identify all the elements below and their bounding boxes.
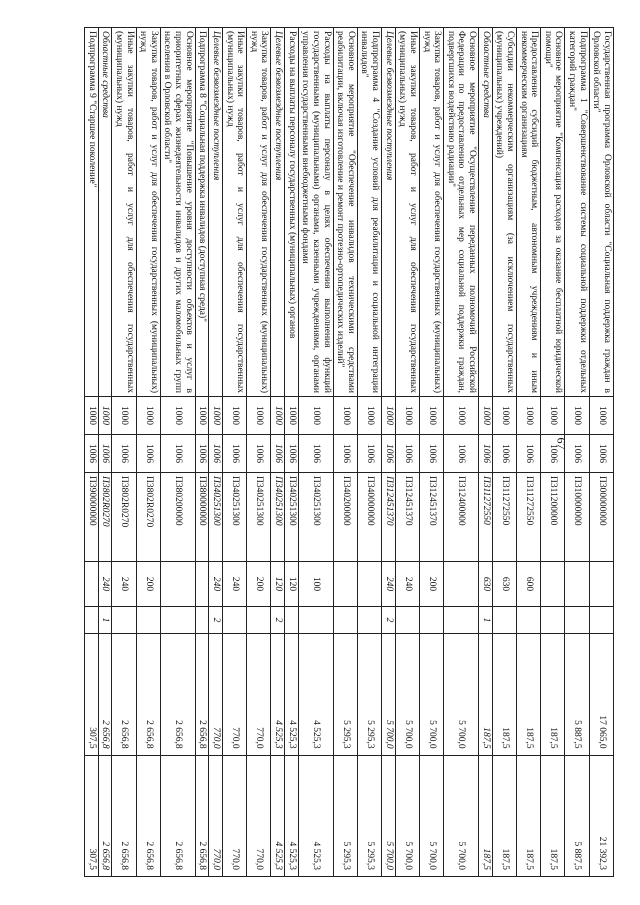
expense-type (541, 562, 565, 606)
subsection-code: 1006 (479, 435, 493, 473)
amount-1: 5 295,3 (357, 634, 381, 755)
table-row (420, 28, 444, 877)
section-code: 1000 (589, 396, 613, 434)
amount-2: 5 295,3 (357, 755, 381, 876)
row-name: Иные закупки товаров, работ и услуг для обеспечения государственных (муниципальных) нужд (223, 28, 247, 397)
row-name: Целевые безвозмездные поступления (209, 28, 223, 397)
subsection-code: 1006 (160, 435, 195, 473)
amount-1: 2 656,8 (112, 634, 136, 755)
amount-1: 4 525,3 (298, 634, 333, 755)
amount-2: 770,0 (247, 755, 271, 876)
table-row (565, 28, 589, 877)
row-name: Расходы на выплаты персоналу в целях обеспечения выполнения функций государственными (муниципальными) органами, казенными учреждениями, органами управления государственными внебюджетными фондами (298, 28, 333, 397)
target-article: П3802R0270 (98, 473, 112, 562)
row-name: Подпрограмма 4 "Создание условий для реабилитации и социальной интеграции инвалидов" (357, 28, 381, 397)
target-article: П380200000 (160, 473, 195, 562)
section-code: 1000 (395, 396, 419, 434)
expense-type (85, 562, 99, 606)
funding-source (357, 606, 381, 634)
row-name: Основное мероприятие "Осуществление переданных полномочий Российской Федерации по предоставлению отдельных мер социальной поддержки граждан, подвергшихся воздействию радиации" (444, 28, 479, 397)
subsection-code: 1006 (565, 435, 589, 473)
amount-1: 5 700,0 (420, 634, 444, 755)
subsection-code: 1006 (382, 435, 396, 473)
amount-2: 2 656,8 (160, 755, 195, 876)
section-code: 1000 (420, 396, 444, 434)
row-name: Целевые безвозмездные поступления (271, 28, 285, 397)
section-code: 1000 (517, 396, 541, 434)
target-article: П3802R0270 (112, 473, 136, 562)
table-row (298, 28, 333, 877)
table-row (160, 28, 195, 877)
amount-1: 187,5 (492, 634, 516, 755)
amount-1: 2 656,8 (195, 634, 209, 755)
amount-1: 770,0 (209, 634, 223, 755)
amount-2: 307,5 (85, 755, 99, 876)
expense-type (357, 562, 381, 606)
target-article: П311272550 (492, 473, 516, 562)
table-row (195, 28, 209, 877)
amount-2: 5 700,0 (382, 755, 396, 876)
amount-2: 5 887,5 (565, 755, 589, 876)
table-row (285, 28, 299, 877)
table-row (357, 28, 381, 877)
expense-type: 600 (517, 562, 541, 606)
expense-type (333, 562, 357, 606)
target-article: П312451370 (420, 473, 444, 562)
row-name: Областные средства (479, 28, 493, 397)
subsection-code: 1006 (112, 435, 136, 473)
row-name: Закупка товаров, работ и услуг для обеспечения государственных (муниципальных) нужд (420, 28, 444, 397)
amount-2: 5 700,0 (444, 755, 479, 876)
funding-source (112, 606, 136, 634)
funding-source: 2 (271, 606, 285, 634)
amount-1: 307,5 (85, 634, 99, 755)
section-code: 1000 (541, 396, 565, 434)
table-row (492, 28, 516, 877)
amount-2: 187,5 (541, 755, 565, 876)
subsection-code: 1006 (420, 435, 444, 473)
subsection-code: 1006 (357, 435, 381, 473)
amount-2: 21 392,3 (589, 755, 613, 876)
subsection-code: 1006 (285, 435, 299, 473)
rotated-page (58, 27, 614, 877)
amount-2: 4 525,3 (298, 755, 333, 876)
target-article: П311272550 (517, 473, 541, 562)
funding-source (395, 606, 419, 634)
expense-type: 240 (112, 562, 136, 606)
amount-2: 187,5 (492, 755, 516, 876)
section-code: 1000 (247, 396, 271, 434)
amount-1: 2 656,8 (160, 634, 195, 755)
subsection-code: 1006 (247, 435, 271, 473)
row-name: Расходы на выплаты персоналу государственных (муниципальных) органов (285, 28, 299, 397)
table-row (85, 28, 99, 877)
funding-source (420, 606, 444, 634)
funding-source (565, 606, 589, 634)
amount-2: 4 525,3 (271, 755, 285, 876)
section-code: 1000 (479, 396, 493, 434)
expense-type: 200 (247, 562, 271, 606)
amount-2: 2 656,8 (98, 755, 112, 876)
row-name: Подпрограмма 9 "Старшее поколение" (85, 28, 99, 397)
row-name: Иные закупки товаров, работ и услуг для обеспечения государственных (муниципальных) нужд (395, 28, 419, 397)
amount-2: 187,5 (479, 755, 493, 876)
subsection-code: 1006 (85, 435, 99, 473)
subsection-code: 1006 (444, 435, 479, 473)
section-code: 1000 (271, 396, 285, 434)
funding-source: 1 (98, 606, 112, 634)
funding-source (298, 606, 333, 634)
expense-type: 630 (492, 562, 516, 606)
amount-1: 187,5 (541, 634, 565, 755)
funding-source: 2 (209, 606, 223, 634)
expense-type: 240 (98, 562, 112, 606)
section-code: 1000 (382, 396, 396, 434)
amount-2: 2 656,8 (112, 755, 136, 876)
section-code: 1000 (195, 396, 209, 434)
target-article: П340251300 (247, 473, 271, 562)
target-article: П380000000 (195, 473, 209, 562)
subsection-code: 1006 (541, 435, 565, 473)
table-row (517, 28, 541, 877)
table-row (541, 28, 565, 877)
funding-source (285, 606, 299, 634)
amount-1: 187,5 (479, 634, 493, 755)
amount-2: 4 525,3 (285, 755, 299, 876)
target-article: П312451370 (395, 473, 419, 562)
funding-source (223, 606, 247, 634)
funding-source (160, 606, 195, 634)
funding-source (247, 606, 271, 634)
amount-1: 5 295,3 (333, 634, 357, 755)
row-name: Подпрограмма 8 "Социальная поддержка инвалидов (доступная среда)" (195, 28, 209, 397)
target-article: П310000000 (565, 473, 589, 562)
funding-source: 1 (479, 606, 493, 634)
funding-source (195, 606, 209, 634)
row-name: Закупка товаров, работ и услуг для обеспечения государственных (муниципальных) нужд (247, 28, 271, 397)
expense-type: 120 (285, 562, 299, 606)
page-number: 67 (554, 437, 569, 450)
subsection-code: 1006 (223, 435, 247, 473)
amount-1: 770,0 (223, 634, 247, 755)
amount-2: 2 656,8 (136, 755, 160, 876)
funding-source: 2 (382, 606, 396, 634)
amount-1: 4 525,3 (271, 634, 285, 755)
subsection-code: 1006 (136, 435, 160, 473)
expense-type: 240 (395, 562, 419, 606)
target-article: П340251300 (298, 473, 333, 562)
target-article: П340200000 (333, 473, 357, 562)
table-row (223, 28, 247, 877)
amount-1: 5 887,5 (565, 634, 589, 755)
amount-1: 2 656,8 (136, 634, 160, 755)
table-row (333, 28, 357, 877)
row-name: Государственная программа Орловской области "Социальная поддержка граждан в Орловской области" (589, 28, 613, 397)
subsection-code: 1006 (333, 435, 357, 473)
amount-2: 2 656,8 (195, 755, 209, 876)
amount-1: 5 700,0 (395, 634, 419, 755)
row-name: Иные закупки товаров, работ и услуг для обеспечения государственных (муниципальных) нужд (112, 28, 136, 397)
target-article: П300000000 (589, 473, 613, 562)
amount-2: 187,5 (517, 755, 541, 876)
expense-type: 200 (420, 562, 444, 606)
row-name: Субсидии некоммерческим организациям (за исключением государственных (муниципальных) учреждений) (492, 28, 516, 397)
subsection-code: 1006 (271, 435, 285, 473)
section-code: 1000 (492, 396, 516, 434)
expense-type (565, 562, 589, 606)
expense-type: 240 (223, 562, 247, 606)
table-row (382, 28, 396, 877)
section-code: 1000 (85, 396, 99, 434)
funding-source (589, 606, 613, 634)
funding-source (85, 606, 99, 634)
target-article: П312400000 (444, 473, 479, 562)
target-article: П311200000 (541, 473, 565, 562)
subsection-code: 1006 (195, 435, 209, 473)
section-code: 1000 (444, 396, 479, 434)
amount-2: 5 295,3 (333, 755, 357, 876)
amount-2: 770,0 (209, 755, 223, 876)
expense-type (160, 562, 195, 606)
target-article: П312451370 (382, 473, 396, 562)
expense-type (589, 562, 613, 606)
funding-source (136, 606, 160, 634)
table-row (98, 28, 112, 877)
section-code: 1000 (298, 396, 333, 434)
target-article: П340251300 (223, 473, 247, 562)
subsection-code: 1006 (209, 435, 223, 473)
table-row (479, 28, 493, 877)
amount-2: 770,0 (223, 755, 247, 876)
expense-type: 240 (209, 562, 223, 606)
section-code: 1000 (112, 396, 136, 434)
table-row (444, 28, 479, 877)
target-article: П340000000 (357, 473, 381, 562)
section-code: 1000 (333, 396, 357, 434)
subsection-code: 1006 (517, 435, 541, 473)
subsection-code: 1006 (492, 435, 516, 473)
subsection-code: 1006 (395, 435, 419, 473)
expense-type: 200 (136, 562, 160, 606)
table-row (209, 28, 223, 877)
funding-source (517, 606, 541, 634)
row-name: Подпрограмма 1 "Совершенствование системы социальной поддержки отдельных категорий граждан" (565, 28, 589, 397)
amount-1: 187,5 (517, 634, 541, 755)
subsection-code: 1006 (98, 435, 112, 473)
row-name: Областные средства (98, 28, 112, 397)
funding-source (444, 606, 479, 634)
section-code: 1000 (565, 396, 589, 434)
expense-type: 100 (298, 562, 333, 606)
budget-table (84, 27, 614, 877)
table-row (247, 28, 271, 877)
section-code: 1000 (160, 396, 195, 434)
row-name: Предоставление субсидий бюджетным, автономным учреждениям и иным некоммерческим организациям (517, 28, 541, 397)
table-row (271, 28, 285, 877)
expense-type (444, 562, 479, 606)
table-row (589, 28, 613, 877)
section-code: 1000 (285, 396, 299, 434)
expense-type: 240 (382, 562, 396, 606)
amount-1: 2 656,8 (98, 634, 112, 755)
row-name: Целевые безвозмездные поступления (382, 28, 396, 397)
expense-type: 630 (479, 562, 493, 606)
row-name: Основное мероприятие "Компенсация расходов за оказание бесплатной юридической помощи" (541, 28, 565, 397)
amount-2: 5 700,0 (395, 755, 419, 876)
expense-type: 120 (271, 562, 285, 606)
section-code: 1000 (136, 396, 160, 434)
table-row (395, 28, 419, 877)
table-row (136, 28, 160, 877)
amount-1: 17 065,0 (589, 634, 613, 755)
amount-1: 4 525,3 (285, 634, 299, 755)
target-article: П390000000 (85, 473, 99, 562)
row-name: Основное мероприятие "Повышение уровня доступности объектов и услуг в приоритетных сферах жизнедеятельности инвалидов и других маломобильных групп населения в Орловской области" (160, 28, 195, 397)
target-article: П340251300 (271, 473, 285, 562)
amount-1: 5 700,0 (382, 634, 396, 755)
row-name: Закупка товаров, работ и услуг для обеспечения государственных (муниципальных) нужд (136, 28, 160, 397)
amount-1: 5 700,0 (444, 634, 479, 755)
target-article: П340251300 (285, 473, 299, 562)
budget-table-body (85, 28, 614, 877)
subsection-code: 1006 (589, 435, 613, 473)
section-code: 1000 (357, 396, 381, 434)
section-code: 1000 (209, 396, 223, 434)
table-container (58, 27, 614, 877)
amount-1: 770,0 (247, 634, 271, 755)
target-article: П311272550 (479, 473, 493, 562)
section-code: 1000 (223, 396, 247, 434)
amount-2: 5 700,0 (420, 755, 444, 876)
section-code: 1000 (98, 396, 112, 434)
expense-type (195, 562, 209, 606)
funding-source (492, 606, 516, 634)
funding-source (541, 606, 565, 634)
table-row (112, 28, 136, 877)
subsection-code: 1006 (298, 435, 333, 473)
target-article: П340251300 (209, 473, 223, 562)
target-article: П3802R0270 (136, 473, 160, 562)
row-name: Основное мероприятие "Обеспечение инвалидов техническими средствами реабилитации, включая изготовление и ремонт протезно-ортопедических изделий" (333, 28, 357, 397)
funding-source (333, 606, 357, 634)
